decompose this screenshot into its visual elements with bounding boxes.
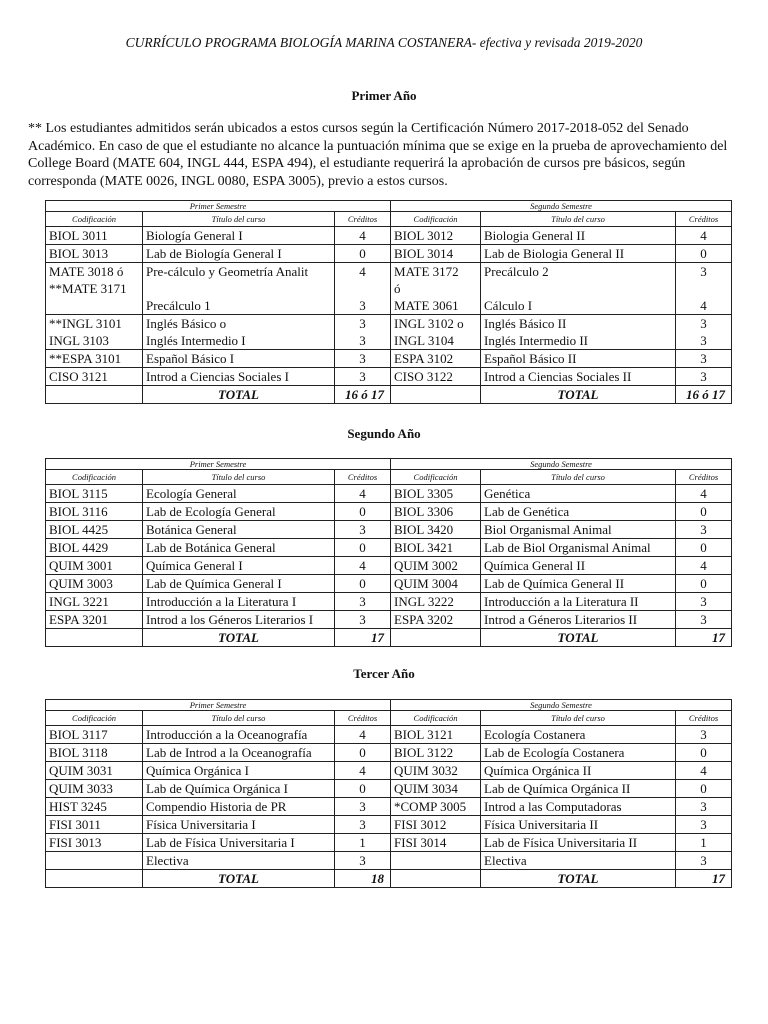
course-code: **INGL 3101 INGL 3103 bbox=[46, 315, 143, 350]
course-credits: 4 bbox=[335, 557, 391, 575]
course-credits: 3 bbox=[676, 521, 732, 539]
course-credits: 3 bbox=[676, 350, 732, 368]
course-credits: 3 bbox=[676, 726, 732, 744]
course-credits: 0 bbox=[676, 539, 732, 557]
course-title: Lab de Biol Organismal Animal bbox=[481, 539, 676, 557]
course-credits: 0 bbox=[335, 780, 391, 798]
course-credits: 3 bbox=[676, 798, 732, 816]
codificacion-header: Codificación bbox=[46, 470, 143, 485]
course-title: Lab de Química Orgánica I bbox=[143, 780, 335, 798]
course-credits: 1 bbox=[335, 834, 391, 852]
course-code: INGL 3102 o INGL 3104 bbox=[391, 315, 481, 350]
empty-cell bbox=[391, 386, 481, 404]
course-code: HIST 3245 bbox=[46, 798, 143, 816]
course-code: *COMP 3005 bbox=[391, 798, 481, 816]
course-credits: 3 4 bbox=[676, 263, 732, 315]
course-title: Lab de Química Orgánica II bbox=[481, 780, 676, 798]
course-code: ESPA 3201 bbox=[46, 611, 143, 629]
course-row bbox=[46, 593, 732, 611]
course-title: Química General I bbox=[143, 557, 335, 575]
column-header-row bbox=[46, 470, 732, 485]
course-code: BIOL 3305 bbox=[391, 485, 481, 503]
total-credits: 17 bbox=[676, 870, 732, 888]
course-code: QUIM 3033 bbox=[46, 780, 143, 798]
course-credits: 0 bbox=[676, 245, 732, 263]
curriculum-table-year-2 bbox=[45, 458, 732, 647]
course-title: Física Universitaria II bbox=[481, 816, 676, 834]
course-credits: 0 bbox=[676, 780, 732, 798]
course-title: Introducción a la Oceanografía bbox=[143, 726, 335, 744]
course-row bbox=[46, 503, 732, 521]
course-title: Biol Organismal Animal bbox=[481, 521, 676, 539]
course-credits: 0 bbox=[335, 575, 391, 593]
total-row bbox=[46, 386, 732, 404]
titulo-header: Título del curso bbox=[143, 212, 335, 227]
first-semester-label: Primer Semestre bbox=[46, 459, 391, 470]
course-code: BIOL 3116 bbox=[46, 503, 143, 521]
course-credits: 3 bbox=[676, 611, 732, 629]
course-title: Introd a las Computadoras bbox=[481, 798, 676, 816]
course-row bbox=[46, 539, 732, 557]
course-title: Introd a Ciencias Sociales II bbox=[481, 368, 676, 386]
course-credits: 0 bbox=[676, 575, 732, 593]
course-credits: 3 bbox=[676, 593, 732, 611]
course-title: Botánica General bbox=[143, 521, 335, 539]
course-title: Química General II bbox=[481, 557, 676, 575]
creditos-header: Créditos bbox=[676, 212, 732, 227]
course-code: BIOL 3121 bbox=[391, 726, 481, 744]
course-code: QUIM 3004 bbox=[391, 575, 481, 593]
course-title: Introd a Géneros Literarios II bbox=[481, 611, 676, 629]
course-title: Inglés Básico II Inglés Intermedio II bbox=[481, 315, 676, 350]
course-credits: 3 bbox=[676, 368, 732, 386]
course-credits: 3 bbox=[335, 611, 391, 629]
course-title: Lab de Física Universitaria I bbox=[143, 834, 335, 852]
course-code: BIOL 4429 bbox=[46, 539, 143, 557]
curriculum-table-year-1 bbox=[45, 200, 732, 404]
course-code: QUIM 3032 bbox=[391, 762, 481, 780]
course-row bbox=[46, 816, 732, 834]
course-title: Compendio Historia de PR bbox=[143, 798, 335, 816]
empty-cell bbox=[46, 629, 143, 647]
course-code: FISI 3013 bbox=[46, 834, 143, 852]
course-title: Inglés Básico o Inglés Intermedio I bbox=[143, 315, 335, 350]
course-credits: 3 3 bbox=[335, 315, 391, 350]
semester-header-row bbox=[46, 201, 732, 212]
course-row bbox=[46, 227, 732, 245]
course-code: QUIM 3003 bbox=[46, 575, 143, 593]
course-code: BIOL 3118 bbox=[46, 744, 143, 762]
course-row bbox=[46, 575, 732, 593]
course-credits: 3 bbox=[335, 798, 391, 816]
total-label: TOTAL bbox=[143, 386, 335, 404]
course-credits: 0 bbox=[676, 503, 732, 521]
second-semester-label: Segundo Semestre bbox=[391, 201, 732, 212]
course-credits: 4 bbox=[676, 227, 732, 245]
course-row bbox=[46, 315, 732, 350]
year-heading-2: Segundo Año bbox=[347, 426, 421, 441]
course-row bbox=[46, 263, 732, 315]
course-title: Lab de Física Universitaria II bbox=[481, 834, 676, 852]
intro-note: ** Los estudiantes admitidos serán ubicados a estos cursos según la Certificación Número 2017-2018-052 del Senado Académico. En caso de que el estudiante no alcance la puntuación mínima que se exige en la prueba de aprovechamiento del College Board (MATE 604, INGL 444, ESPA 494), el estudiante requerirá la aprobación de cursos pre básicos, según corresponda (MATE 0026, INGL 0080, ESPA 3005), previo a estos cursos. bbox=[28, 121, 728, 189]
titulo-header: Título del curso bbox=[143, 711, 335, 726]
course-code: BIOL 3306 bbox=[391, 503, 481, 521]
titulo-header: Título del curso bbox=[481, 711, 676, 726]
course-title: Electiva bbox=[481, 852, 676, 870]
course-code: ESPA 3102 bbox=[391, 350, 481, 368]
course-credits: 4 bbox=[335, 762, 391, 780]
second-semester-label: Segundo Semestre bbox=[391, 459, 732, 470]
course-code: QUIM 3001 bbox=[46, 557, 143, 575]
course-credits: 4 bbox=[335, 485, 391, 503]
course-row bbox=[46, 485, 732, 503]
course-code: **ESPA 3101 bbox=[46, 350, 143, 368]
course-row bbox=[46, 834, 732, 852]
course-code: BIOL 3421 bbox=[391, 539, 481, 557]
course-title: Química Orgánica I bbox=[143, 762, 335, 780]
course-title: Biología General I bbox=[143, 227, 335, 245]
course-credits: 4 bbox=[676, 762, 732, 780]
total-label: TOTAL bbox=[481, 629, 676, 647]
column-header-row bbox=[46, 212, 732, 227]
course-credits: 4 bbox=[335, 227, 391, 245]
titulo-header: Título del curso bbox=[481, 212, 676, 227]
total-row bbox=[46, 629, 732, 647]
course-title: Lab de Genética bbox=[481, 503, 676, 521]
course-row bbox=[46, 798, 732, 816]
semester-header-row bbox=[46, 700, 732, 711]
codificacion-header: Codificación bbox=[391, 711, 481, 726]
course-credits: 1 bbox=[676, 834, 732, 852]
codificacion-header: Codificación bbox=[391, 212, 481, 227]
course-title: Pre-cálculo y Geometría Analit Precálculo 1 bbox=[143, 263, 335, 315]
creditos-header: Créditos bbox=[676, 470, 732, 485]
course-title: Lab de Biologia General II bbox=[481, 245, 676, 263]
course-credits: 3 bbox=[676, 852, 732, 870]
course-title: Lab de Ecología Costanera bbox=[481, 744, 676, 762]
course-code: BIOL 3014 bbox=[391, 245, 481, 263]
course-row bbox=[46, 780, 732, 798]
course-title: Introducción a la Literatura II bbox=[481, 593, 676, 611]
course-credits: 0 bbox=[335, 539, 391, 557]
first-semester-label: Primer Semestre bbox=[46, 700, 391, 711]
total-credits: 17 bbox=[335, 629, 391, 647]
codificacion-header: Codificación bbox=[46, 711, 143, 726]
total-label: TOTAL bbox=[481, 870, 676, 888]
titulo-header: Título del curso bbox=[143, 470, 335, 485]
course-credits: 4 bbox=[676, 485, 732, 503]
course-title: Precálculo 2 Cálculo I bbox=[481, 263, 676, 315]
total-row bbox=[46, 870, 732, 888]
creditos-header: Créditos bbox=[676, 711, 732, 726]
course-credits: 4 bbox=[335, 726, 391, 744]
codificacion-header: Codificación bbox=[46, 212, 143, 227]
course-row bbox=[46, 852, 732, 870]
course-code bbox=[391, 852, 481, 870]
course-row bbox=[46, 744, 732, 762]
total-credits: 16 ó 17 bbox=[676, 386, 732, 404]
course-title: Español Básico II bbox=[481, 350, 676, 368]
course-credits: 3 bbox=[335, 521, 391, 539]
course-credits: 3 bbox=[676, 816, 732, 834]
course-row bbox=[46, 611, 732, 629]
course-code: MATE 3172 ó MATE 3061 bbox=[391, 263, 481, 315]
total-label: TOTAL bbox=[143, 629, 335, 647]
course-credits: 3 bbox=[335, 852, 391, 870]
second-semester-label: Segundo Semestre bbox=[391, 700, 732, 711]
course-code: FISI 3012 bbox=[391, 816, 481, 834]
document-title: CURRÍCULO PROGRAMA BIOLOGÍA MARINA COSTANERA- efectiva y revisada 2019-2020 bbox=[125, 35, 643, 50]
course-code: BIOL 3011 bbox=[46, 227, 143, 245]
course-title: Introducción a la Literatura I bbox=[143, 593, 335, 611]
course-code: INGL 3221 bbox=[46, 593, 143, 611]
course-code bbox=[46, 852, 143, 870]
course-title: Ecología General bbox=[143, 485, 335, 503]
course-code: CISO 3121 bbox=[46, 368, 143, 386]
course-title: Genética bbox=[481, 485, 676, 503]
course-row bbox=[46, 726, 732, 744]
column-header-row bbox=[46, 711, 732, 726]
course-code: INGL 3222 bbox=[391, 593, 481, 611]
course-row bbox=[46, 350, 732, 368]
course-title: Español Básico I bbox=[143, 350, 335, 368]
course-row bbox=[46, 368, 732, 386]
course-code: FISI 3011 bbox=[46, 816, 143, 834]
course-code: BIOL 3013 bbox=[46, 245, 143, 263]
semester-header-row bbox=[46, 459, 732, 470]
total-credits: 17 bbox=[676, 629, 732, 647]
course-code: QUIM 3034 bbox=[391, 780, 481, 798]
course-title: Lab de Botánica General bbox=[143, 539, 335, 557]
course-code: BIOL 3420 bbox=[391, 521, 481, 539]
course-title: Física Universitaria I bbox=[143, 816, 335, 834]
codificacion-header: Codificación bbox=[391, 470, 481, 485]
course-code: BIOL 3122 bbox=[391, 744, 481, 762]
course-title: Lab de Ecología General bbox=[143, 503, 335, 521]
course-title: Biologia General II bbox=[481, 227, 676, 245]
total-credits: 18 bbox=[335, 870, 391, 888]
course-credits: 0 bbox=[335, 245, 391, 263]
course-code: ESPA 3202 bbox=[391, 611, 481, 629]
course-credits: 0 bbox=[676, 744, 732, 762]
course-code: BIOL 3115 bbox=[46, 485, 143, 503]
course-title: Lab de Biología General I bbox=[143, 245, 335, 263]
course-credits: 3 bbox=[335, 350, 391, 368]
course-title: Química Orgánica II bbox=[481, 762, 676, 780]
course-title: Introd a los Géneros Literarios I bbox=[143, 611, 335, 629]
course-row bbox=[46, 557, 732, 575]
total-label: TOTAL bbox=[481, 386, 676, 404]
course-title: Electiva bbox=[143, 852, 335, 870]
year-heading-1: Primer Año bbox=[351, 88, 417, 103]
course-title: Lab de Química General I bbox=[143, 575, 335, 593]
course-code: MATE 3018 ó **MATE 3171 bbox=[46, 263, 143, 315]
empty-cell bbox=[391, 870, 481, 888]
course-credits: 3 bbox=[335, 816, 391, 834]
course-code: BIOL 3117 bbox=[46, 726, 143, 744]
course-row bbox=[46, 762, 732, 780]
course-row bbox=[46, 521, 732, 539]
creditos-header: Créditos bbox=[335, 212, 391, 227]
course-credits: 3 bbox=[335, 368, 391, 386]
course-credits: 4 3 bbox=[335, 263, 391, 315]
titulo-header: Título del curso bbox=[481, 470, 676, 485]
course-code: BIOL 4425 bbox=[46, 521, 143, 539]
course-title: Introd a Ciencias Sociales I bbox=[143, 368, 335, 386]
curriculum-table-year-3 bbox=[45, 699, 732, 888]
empty-cell bbox=[46, 386, 143, 404]
course-title: Ecología Costanera bbox=[481, 726, 676, 744]
year-heading-3: Tercer Año bbox=[353, 666, 415, 681]
creditos-header: Créditos bbox=[335, 711, 391, 726]
creditos-header: Créditos bbox=[335, 470, 391, 485]
course-credits: 4 bbox=[676, 557, 732, 575]
course-code: CISO 3122 bbox=[391, 368, 481, 386]
course-code: QUIM 3031 bbox=[46, 762, 143, 780]
total-credits: 16 ó 17 bbox=[335, 386, 391, 404]
course-title: Lab de Química General II bbox=[481, 575, 676, 593]
course-credits: 0 bbox=[335, 744, 391, 762]
first-semester-label: Primer Semestre bbox=[46, 201, 391, 212]
total-label: TOTAL bbox=[143, 870, 335, 888]
course-credits: 3 3 bbox=[676, 315, 732, 350]
course-code: QUIM 3002 bbox=[391, 557, 481, 575]
course-title: Lab de Introd a la Oceanografía bbox=[143, 744, 335, 762]
course-code: FISI 3014 bbox=[391, 834, 481, 852]
course-credits: 3 bbox=[335, 593, 391, 611]
empty-cell bbox=[391, 629, 481, 647]
course-row bbox=[46, 245, 732, 263]
empty-cell bbox=[46, 870, 143, 888]
course-credits: 0 bbox=[335, 503, 391, 521]
course-code: BIOL 3012 bbox=[391, 227, 481, 245]
